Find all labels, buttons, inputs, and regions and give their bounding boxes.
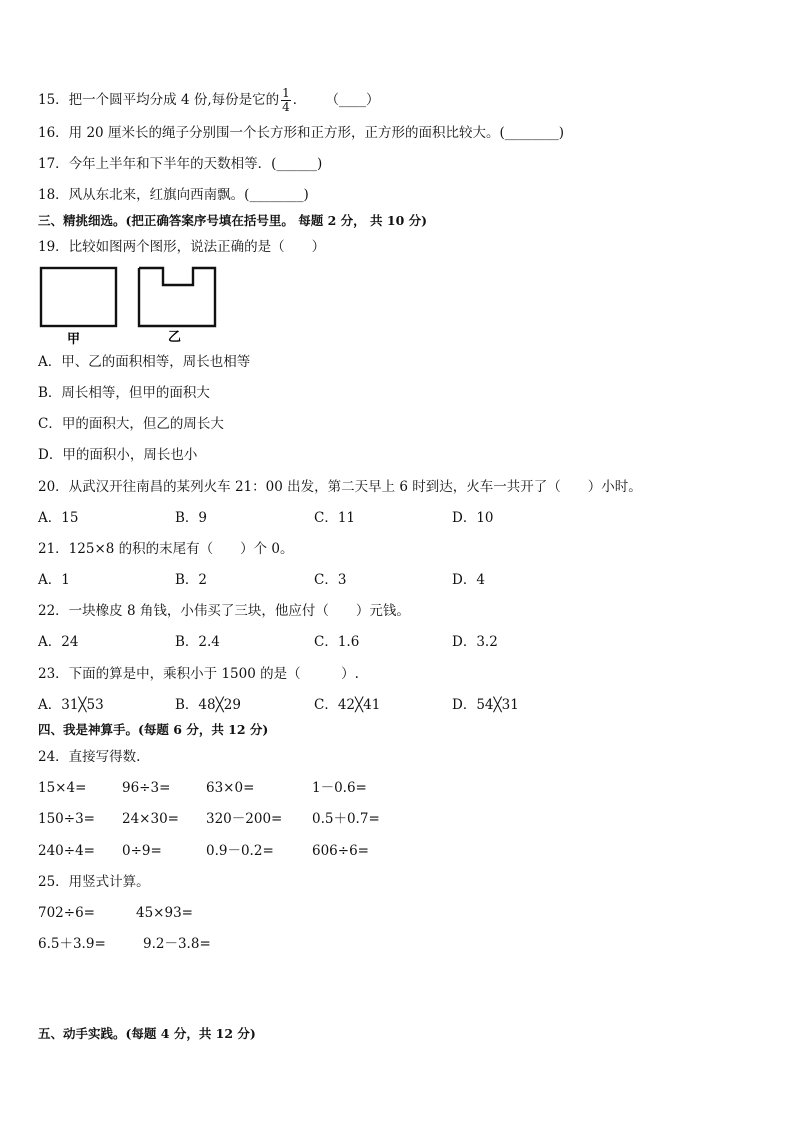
- question-21-stem: 21．125×8 的积的末尾有（ ）个 0。: [38, 541, 294, 557]
- question-17: 17．今年上半年和下半年的天数相等．(______): [38, 156, 323, 172]
- vertical-calc-item: 702÷6=: [38, 905, 95, 921]
- question-20-stem: 20．从武汉开往南昌的某列火车 21：00 出发，第二天早上 6 时到达，火车一共开了（ ）小时。: [38, 479, 642, 495]
- question-18: 18．风从东北来，红旗向西南飘。(________): [38, 187, 309, 203]
- question-15: [38, 87, 380, 114]
- vertical-calc-item: 6.5＋3.9=: [38, 936, 106, 952]
- question-15-text: 15．把一个圆平均分成 4 份,每份是它的: [38, 92, 280, 108]
- q21-option-b: B．2: [175, 572, 208, 588]
- q21-option-a: A．1: [38, 572, 70, 588]
- question-25-stem: 25．用竖式计算。: [38, 874, 150, 890]
- question-19-stem: 19．比较如图两个图形，说法正确的是（ ）: [38, 239, 326, 255]
- q19-option-c: C．甲的面积大，但乙的周长大: [38, 416, 224, 432]
- q19-option-b: B．周长相等，但甲的面积大: [38, 385, 210, 401]
- question-15-suffix: ．: [292, 92, 307, 108]
- label-jia: 甲: [67, 331, 81, 346]
- label-yi: 乙: [168, 329, 182, 344]
- q21-option-d: D．4: [452, 572, 485, 588]
- vertical-calc-item: 45×93=: [136, 905, 193, 921]
- question-22-stem: 22．一块橡皮 8 角钱，小伟买了三块，他应付（ ）元钱。: [38, 603, 410, 619]
- q22-option-d: D．3.2: [452, 634, 498, 650]
- question-23-stem: 23．下面的算是中，乘积小于 1500 的是（ ）.: [38, 666, 359, 682]
- calc-item: 0÷9=: [122, 843, 162, 859]
- q23-option-b: B．48╳29: [175, 697, 241, 713]
- q19-option-a: A．甲、乙的面积相等，周长也相等: [38, 354, 251, 370]
- figure-shapes: [36, 264, 226, 346]
- fraction: [281, 87, 291, 114]
- q23-option-d: D．54╳31: [452, 697, 519, 713]
- calc-item: 63×0=: [206, 780, 255, 796]
- section-4-heading: 四、我是神算手。(每题 6 分，共 12 分): [38, 722, 269, 737]
- fraction-numerator: 1: [282, 86, 290, 100]
- q19-option-d: D．甲的面积小，周长也小: [38, 447, 198, 463]
- answer-blank-15: （____）: [332, 92, 380, 108]
- shape-jia: [41, 268, 116, 326]
- calc-item: 320－200=: [206, 811, 283, 827]
- calc-item: 24×30=: [122, 811, 179, 827]
- vertical-calc-item: 9.2－3.8=: [143, 936, 211, 952]
- q20-option-b: B．9: [175, 510, 208, 526]
- calc-item: 240÷4=: [38, 843, 95, 859]
- q23-option-c: C．42╳41: [314, 697, 381, 713]
- q20-option-d: D．10: [452, 510, 494, 526]
- shape-yi: [139, 268, 215, 326]
- q20-option-a: A．15: [38, 510, 79, 526]
- section-5-heading: 五、动手实践。(每题 4 分，共 12 分): [38, 1026, 256, 1041]
- q22-option-b: B．2.4: [175, 634, 220, 650]
- question-16: 16．用 20 厘米长的绳子分别围一个长方形和正方形，正方形的面积比较大。(________): [38, 125, 564, 141]
- calc-item: 15×4=: [38, 780, 87, 796]
- fraction-denominator: 4: [282, 100, 290, 114]
- calc-item: 0.5＋0.7=: [312, 811, 380, 827]
- calc-item: 606÷6=: [312, 843, 369, 859]
- calc-item: 1－0.6=: [312, 780, 367, 796]
- q20-option-c: C．11: [314, 510, 356, 526]
- q22-option-a: A．24: [38, 634, 79, 650]
- section-3-heading: 三、精挑细选。(把正确答案序号填在括号里。 每题 2 分， 共 10 分): [38, 213, 428, 228]
- calc-item: 0.9－0.2=: [206, 843, 274, 859]
- q22-option-c: C．1.6: [314, 634, 360, 650]
- question-24-stem: 24．直接写得数.: [38, 749, 141, 765]
- q21-option-c: C．3: [314, 572, 347, 588]
- q23-option-a: A．31╳53: [38, 697, 104, 713]
- calc-item: 150÷3=: [38, 811, 95, 827]
- calc-item: 96÷3=: [122, 780, 171, 796]
